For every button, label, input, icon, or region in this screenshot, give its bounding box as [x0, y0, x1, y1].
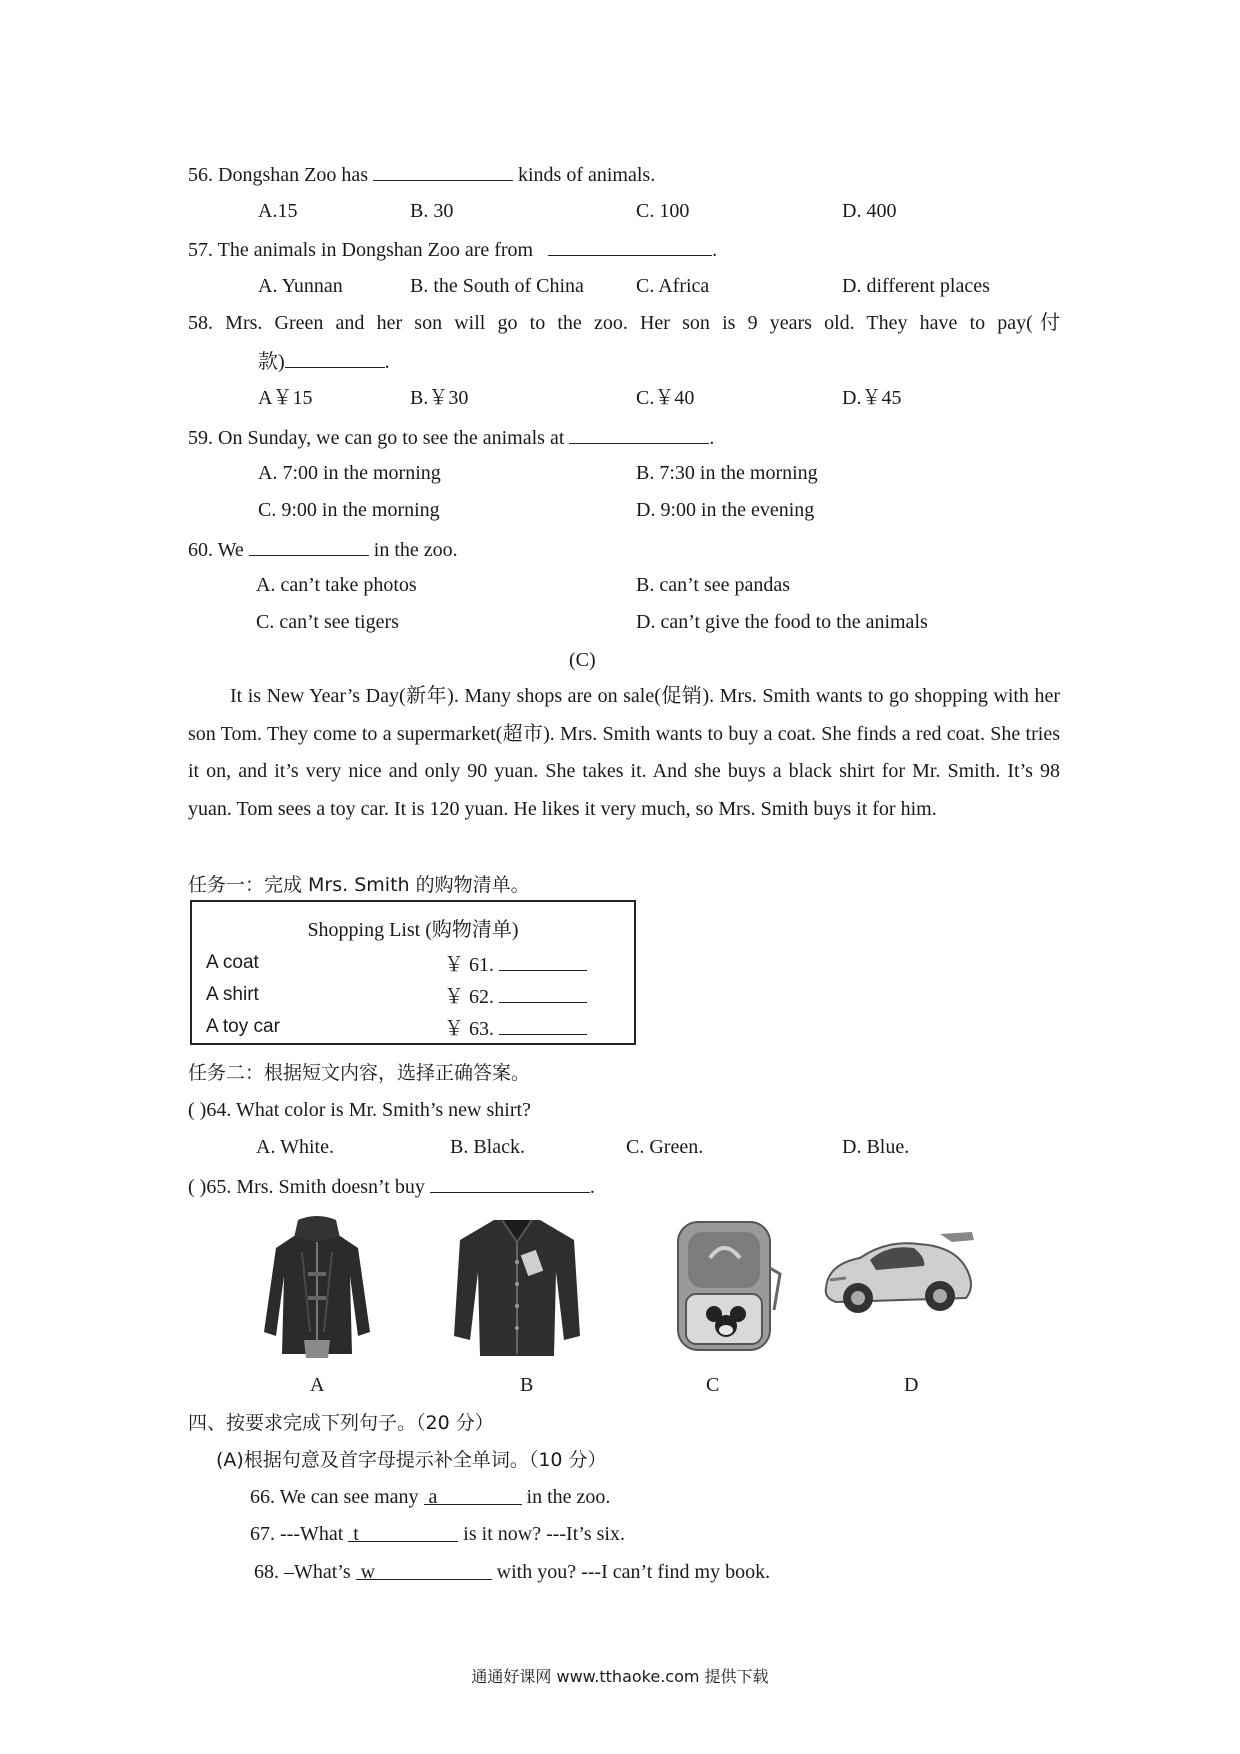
q67-blank[interactable]: t	[348, 1521, 458, 1542]
q58-option-d[interactable]: D.￥45	[842, 387, 902, 409]
q64-answer-bracket[interactable]: ( )	[188, 1099, 207, 1121]
q58-option-c[interactable]: C.￥40	[636, 387, 695, 409]
q59-option-d[interactable]: D. 9:00 in the evening	[636, 499, 815, 521]
q56-stem: 56. Dongshan Zoo has kinds of animals.	[188, 160, 655, 188]
q56-option-a[interactable]: A.15	[258, 200, 298, 222]
pic-label-b: B	[520, 1374, 534, 1396]
q66-blank[interactable]: a	[424, 1484, 522, 1505]
schoolbag-image[interactable]	[670, 1218, 782, 1356]
q56-option-d[interactable]: D. 400	[842, 200, 897, 222]
task2-instruction: 任务二：根据短文内容，选择正确答案。	[188, 1062, 531, 1084]
pic-label-d: D	[904, 1374, 919, 1396]
q60-option-b[interactable]: B. can’t see pandas	[636, 574, 791, 596]
shopping-item-name: A toy car	[206, 1016, 280, 1037]
shopping-item-name: A coat	[206, 952, 259, 973]
q60-option-a[interactable]: A. can’t take photos	[256, 574, 417, 596]
q57-blank[interactable]	[548, 235, 712, 256]
page-footer: 通通好课网 www.tthaoke.com 提供下载	[471, 1667, 769, 1686]
q65-blank[interactable]	[430, 1172, 590, 1193]
q60-stem: 60. We in the zoo.	[188, 535, 458, 563]
q64-option-c[interactable]: C. Green.	[626, 1136, 704, 1158]
q65-answer-bracket[interactable]: ( )	[188, 1176, 207, 1198]
q58-stem: 58. Mrs. Green and her son will go to the zoo. Her son is 9 years old. They have to pay(付	[188, 312, 1060, 334]
shopping-list-box	[190, 900, 636, 1045]
q56-option-b[interactable]: B. 30	[410, 200, 454, 222]
pic-label-c: C	[706, 1374, 720, 1396]
q64-option-a[interactable]: A. White.	[256, 1136, 334, 1158]
q57-option-c[interactable]: C. Africa	[636, 275, 710, 297]
q59-option-c[interactable]: C. 9:00 in the morning	[258, 499, 440, 521]
q57-option-a[interactable]: A. Yunnan	[258, 275, 343, 297]
q68-blank[interactable]: w	[356, 1559, 492, 1580]
q58-option-b[interactable]: B.￥30	[410, 387, 469, 409]
passage-c: It is New Year’s Day(新年). Many shops are on sale(促销). Mrs. Smith wants to go shopping with her son Tom. They come to a supermarket(超市). Mrs. Smith wants to buy a coat. She finds a red coat. She tries it on, and it’s very nice and only 90 yuan. She takes it. And she buys a black shirt for Mr. Smith. It’s 98 yuan. Tom sees a toy car. It is 120 yuan. He likes it very much, so Mrs. Smith buys it for him.	[188, 685, 1060, 820]
pic-label-a: A	[310, 1374, 325, 1396]
q58-blank[interactable]	[285, 347, 385, 368]
q58-option-a[interactable]: A￥15	[258, 387, 313, 409]
toy-car-image[interactable]	[816, 1228, 980, 1324]
shopping-list-title: Shopping List (购物清单)	[307, 919, 519, 941]
section4-title: 四、按要求完成下列句子。（20 分）	[188, 1412, 494, 1434]
coat-image[interactable]	[258, 1212, 376, 1362]
q59-option-a[interactable]: A. 7:00 in the morning	[258, 462, 441, 484]
q66-stem: 66. We can see many a in the zoo.	[250, 1486, 611, 1508]
q64-option-b[interactable]: B. Black.	[450, 1136, 525, 1158]
q67-stem: 67. ---What t is it now? ---It’s six.	[250, 1523, 625, 1545]
q57-option-b[interactable]: B. the South of China	[410, 275, 584, 297]
q60-blank[interactable]	[249, 535, 369, 556]
q56-option-c[interactable]: C. 100	[636, 200, 690, 222]
q62-blank[interactable]	[499, 982, 587, 1003]
shopping-item-name: A shirt	[206, 984, 259, 1005]
shirt-image[interactable]	[450, 1212, 584, 1362]
q63-blank[interactable]	[499, 1014, 587, 1035]
q59-stem: 59. On Sunday, we can go to see the animals at .	[188, 423, 714, 451]
shopping-item-price: ￥ 63.	[444, 1014, 587, 1042]
q61-blank[interactable]	[499, 950, 587, 971]
q60-option-d[interactable]: D. can’t give the food to the animals	[636, 611, 928, 633]
q64-option-d[interactable]: D. Blue.	[842, 1136, 910, 1158]
section-c-label: (C)	[569, 649, 596, 671]
q57-option-d[interactable]: D. different places	[842, 275, 990, 297]
q59-blank[interactable]	[569, 423, 709, 444]
shopping-item-price: ￥ 62.	[444, 982, 587, 1010]
q59-option-b[interactable]: B. 7:30 in the morning	[636, 462, 818, 484]
q58-stem-cont: 款) .	[258, 347, 390, 375]
q60-option-c[interactable]: C. can’t see tigers	[256, 611, 399, 633]
q64-stem: ( )64. What color is Mr. Smith’s new shirt?	[188, 1099, 531, 1121]
q57-stem: 57. The animals in Dongshan Zoo are from .	[188, 235, 717, 263]
q65-stem: ( )65. Mrs. Smith doesn’t buy .	[188, 1172, 595, 1200]
q68-stem: 68. –What’s w with you? ---I can’t find my book.	[254, 1561, 771, 1583]
task1-instruction: 任务一：完成 Mrs. Smith 的购物清单。	[188, 874, 530, 896]
shopping-item-price: ￥ 61.	[444, 950, 587, 978]
q56-blank[interactable]	[373, 160, 513, 181]
section4-sub-a: (A)根据句意及首字母提示补全单词。（10 分）	[216, 1449, 607, 1471]
